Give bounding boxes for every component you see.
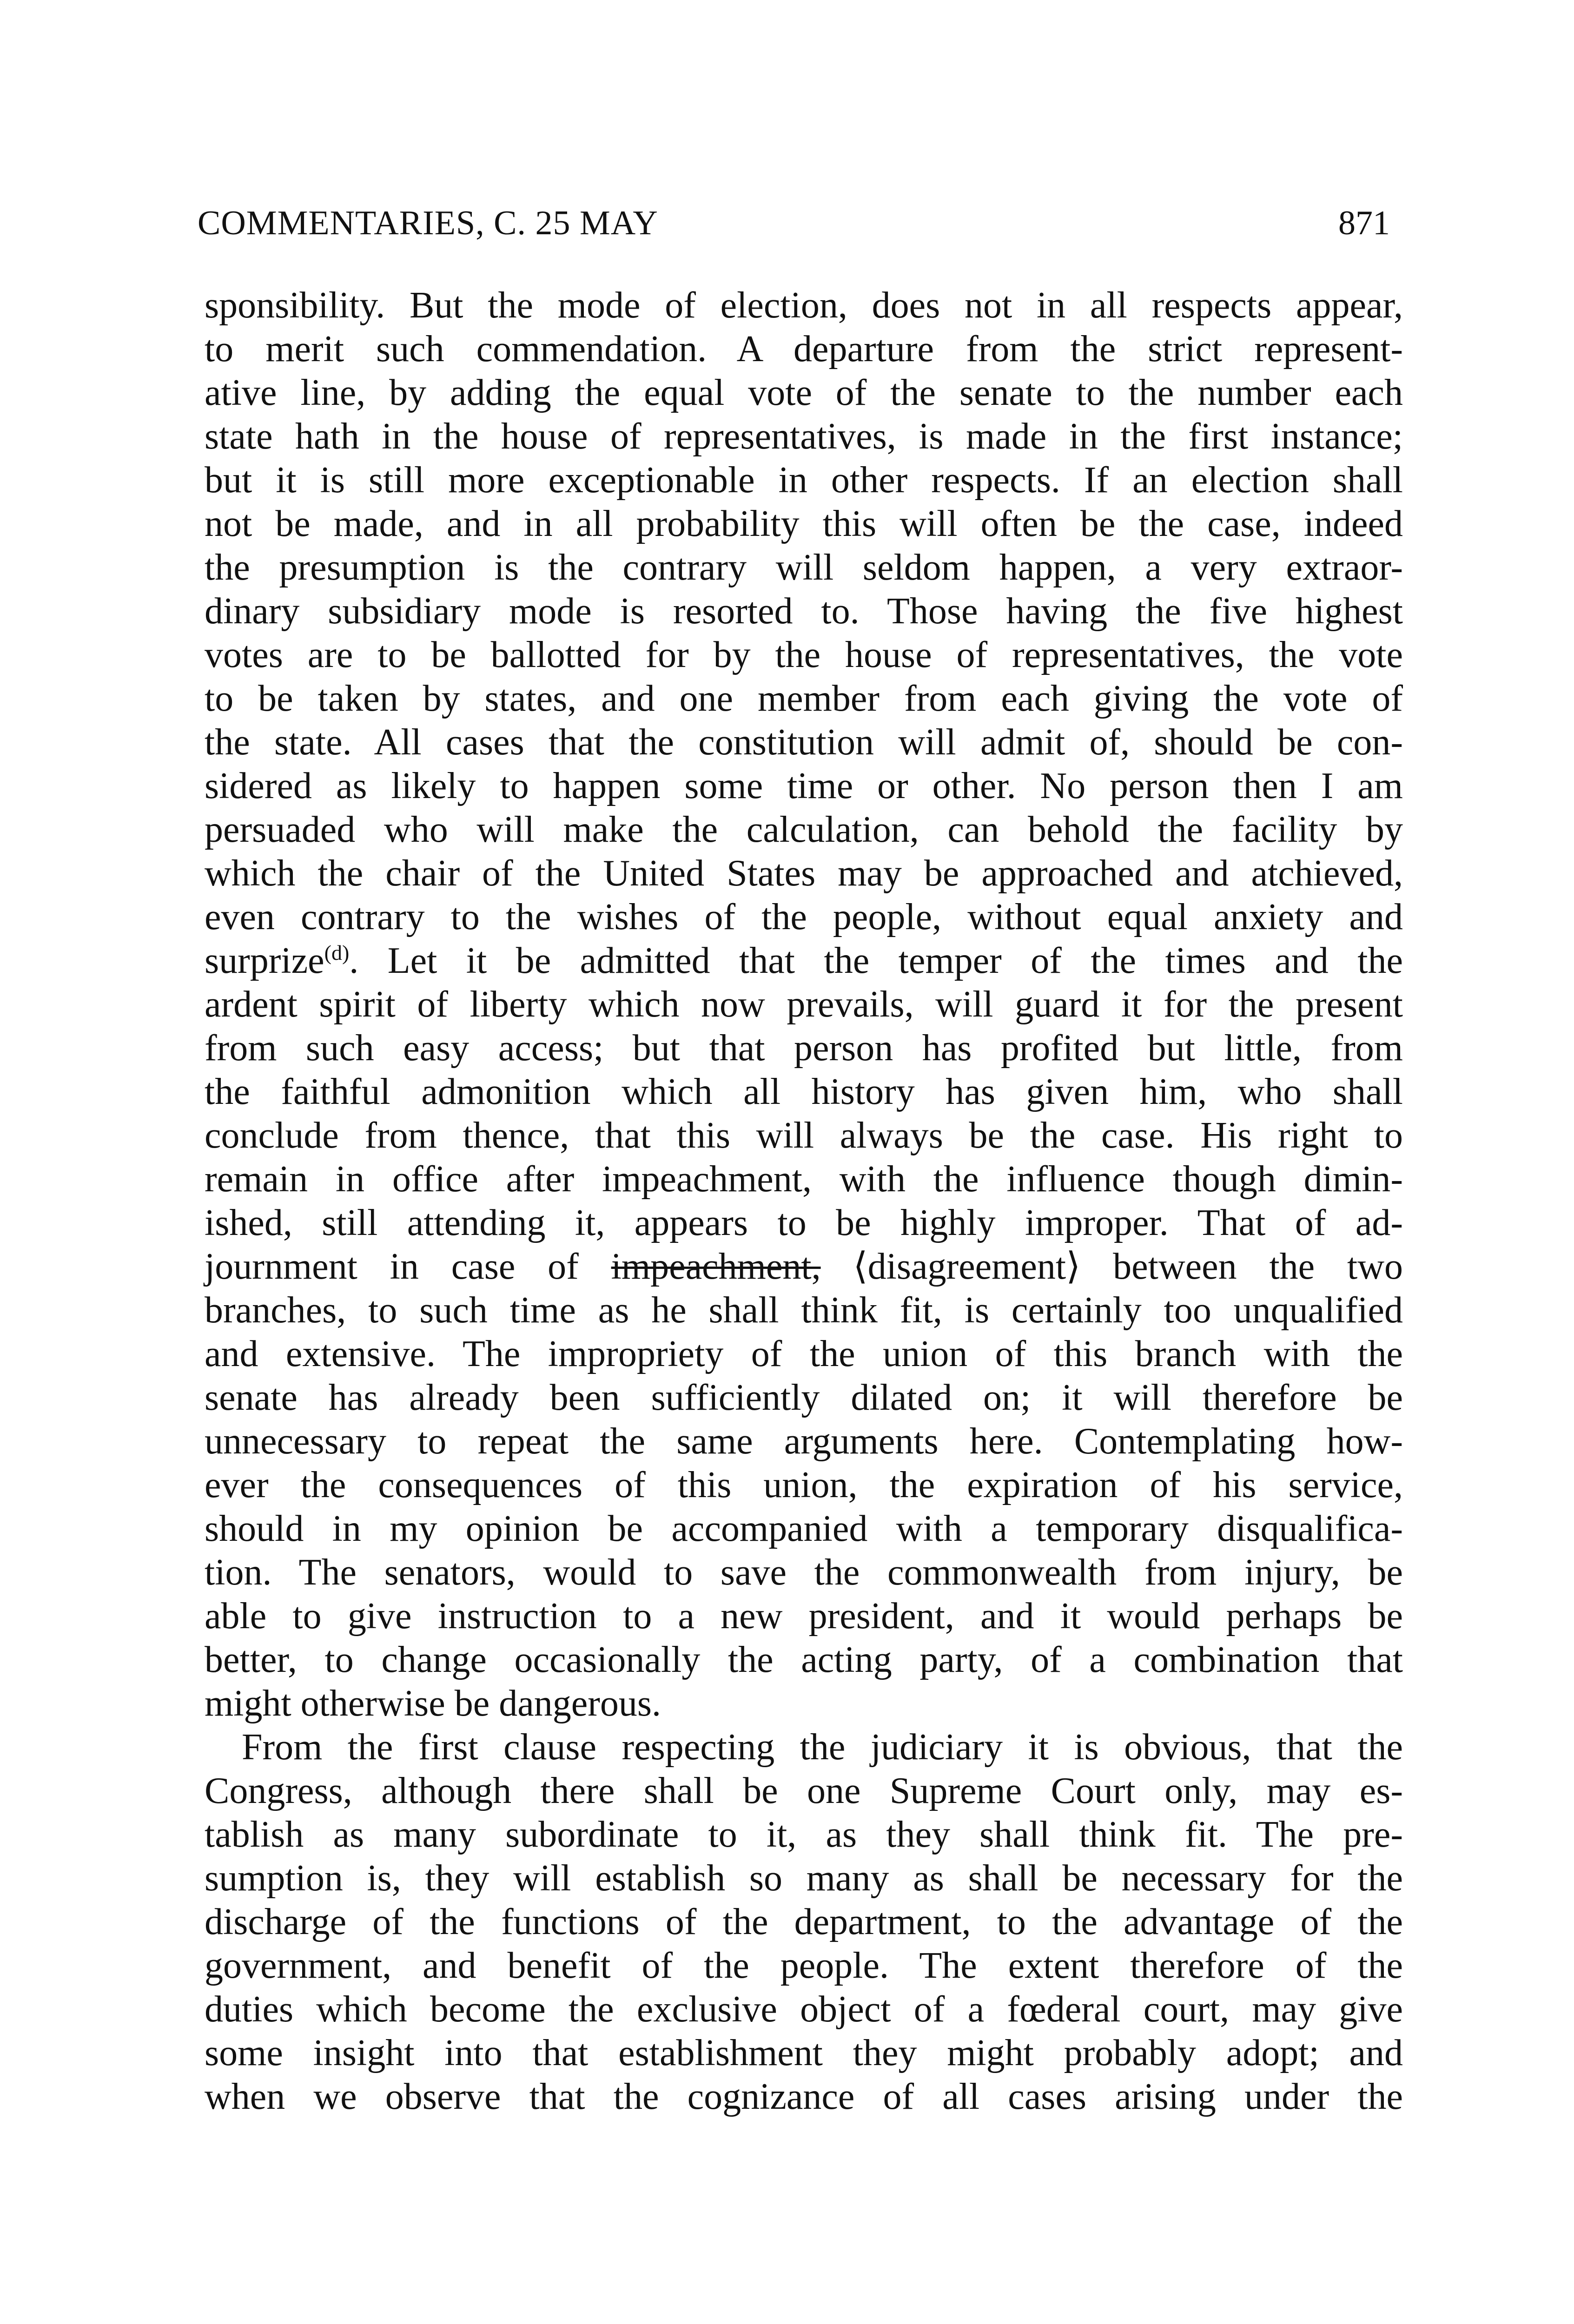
running-head [198,198,1390,249]
text-line: the state. All cases that the constitution will admit of, should be con- [205,722,1403,763]
text-line: tablish as many subordinate to it, as they shall think fit. The pre- [205,1814,1403,1855]
text-line: and extensive. The impropriety of the union of this branch with the [205,1334,1403,1374]
text-line: from such easy access; but that person has profited but little, from [205,1028,1403,1069]
text-line: unnecessary to repeat the same arguments here. Contemplating how- [205,1421,1403,1462]
text-line: conclude from thence, that this will always be the case. His right to [205,1115,1403,1156]
text-line: which the chair of the United States may be approached and atchieved, [205,853,1403,894]
text-line: when we observe that the cognizance of all cases arising under the [205,2076,1403,2117]
text-line: sumption is, they will establish so many as shall be necessary for the [205,1858,1403,1899]
text-line: ative line, by adding the equal vote of the senate to the number each [205,372,1403,413]
text-line: senate has already been sufficiently dilated on; it will therefore be [205,1377,1403,1418]
struck-text: impeachment, [611,1246,821,1287]
text-line: state hath in the house of representatives, is made in the first instance; [205,416,1403,457]
text-line: persuaded who will make the calculation, can behold the facility by [205,809,1403,850]
text-line: ever the consequences of this union, the expiration of his service, [205,1465,1403,1505]
text-line: duties which become the exclusive object of a fœderal court, may give [205,1989,1403,2030]
text-segment: ⟨disagreement⟩ between the two [820,1246,1403,1287]
footnote-marker[interactable]: (d) [324,941,350,964]
text-line: might otherwise be dangerous. [205,1683,661,1724]
text-line: should in my opinion be accompanied with a temporary disqualifica- [205,1508,1403,1549]
text-segment: . Let it be admitted that the temper of the times and the [349,940,1403,981]
text-line: tion. The senators, would to save the commonwealth from injury, be [205,1552,1403,1593]
text-line-with-note [205,939,1403,983]
text-line: the presumption is the contrary will seldom happen, a very extraor- [205,547,1403,588]
text-line: branches, to such time as he shall think fit, is certainly too unqualified [205,1290,1403,1331]
text-line: better, to change occasionally the acting party, of a combination that [205,1639,1403,1680]
text-line: sponsibility. But the mode of election, does not in all respects appear, [205,285,1403,326]
text-line: able to give instruction to a new president, and it would perhaps be [205,1596,1403,1637]
text-line: dinary subsidiary mode is resorted to. Those having the five highest [205,591,1403,632]
text-line: to be taken by states, and one member from each giving the vote of [205,678,1403,719]
page-number: 871 [1338,204,1390,242]
text-line: remain in office after impeachment, with the influence though dimin- [205,1159,1403,1200]
text-line: Congress, although there shall be one Supreme Court only, may es- [205,1770,1403,1811]
text-line: even contrary to the wishes of the people, without equal anxiety and [205,897,1403,938]
text-line: to merit such commendation. A departure from the strict represent- [205,329,1403,370]
running-title: COMMENTARIES, C. 25 MAY [198,204,658,242]
text-line: discharge of the functions of the department, to the advantage of the [205,1901,1403,1942]
text-segment: surprize [205,940,324,981]
text-line: ished, still attending it, appears to be highly improper. That of ad- [205,1202,1403,1243]
paragraph-first-line: From the first clause respecting the judiciary it is obvious, that the [242,1727,1403,1768]
text-line-with-strikethrough [205,1245,1403,1288]
text-line: ardent spirit of liberty which now prevails, will guard it for the present [205,984,1403,1025]
text-line: some insight into that establishment they might probably adopt; and [205,2033,1403,2073]
text-line: government, and benefit of the people. The extent therefore of the [205,1945,1403,1986]
text-line: the faithful admonition which all history has given him, who shall [205,1071,1403,1112]
text-line: sidered as likely to happen some time or other. No person then I am [205,766,1403,806]
body-text [205,284,1403,2119]
text-segment: journment in case of [205,1246,611,1287]
text-line: votes are to be ballotted for by the house of representatives, the vote [205,634,1403,675]
text-line: but it is still more exceptionable in other respects. If an election shall [205,460,1403,501]
text-line: not be made, and in all probability this will often be the case, indeed [205,503,1403,544]
